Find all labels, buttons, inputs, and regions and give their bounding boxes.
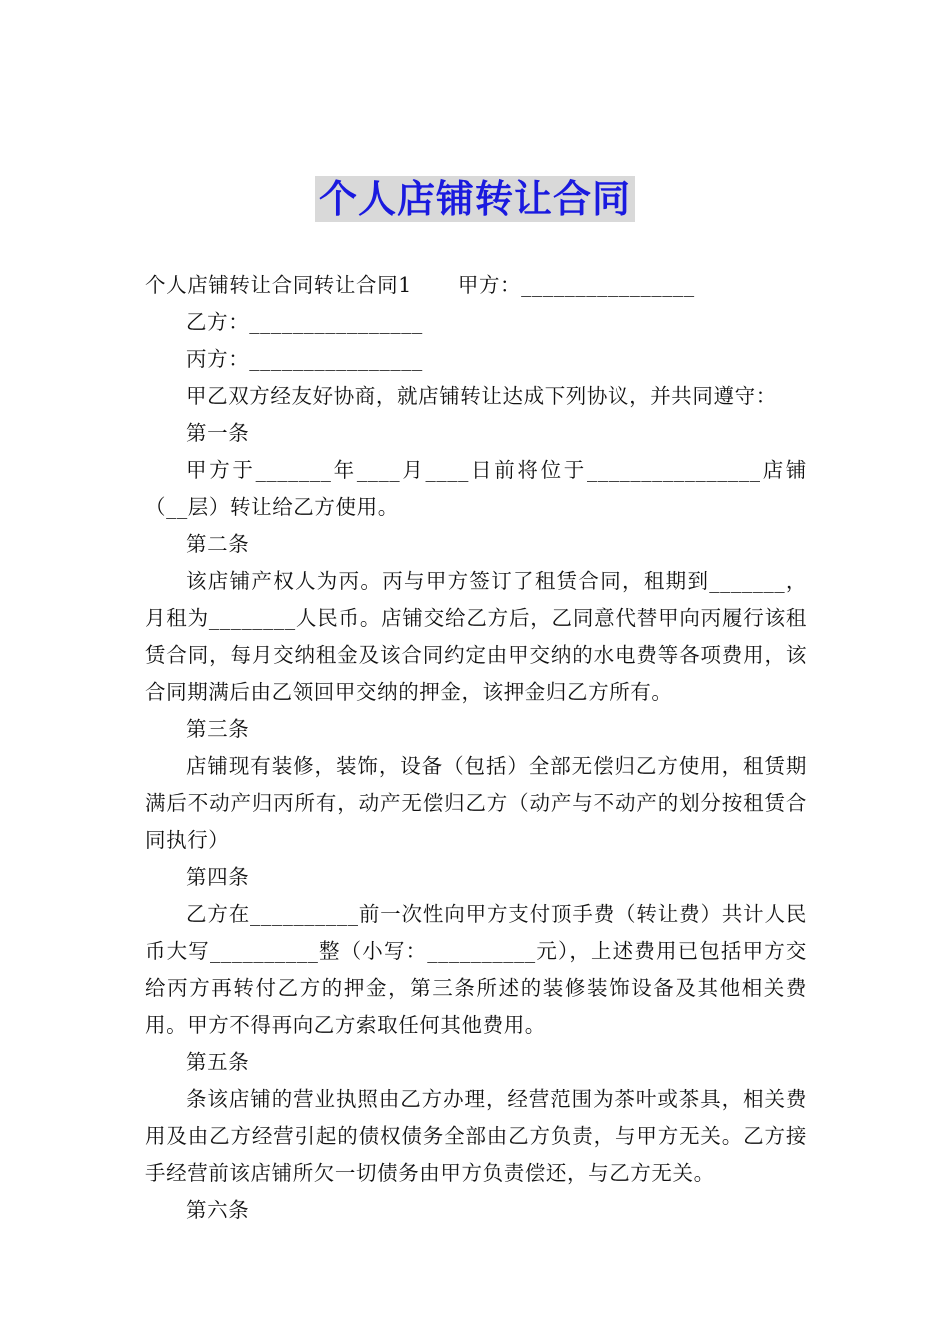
party-b-line: 乙方：________________ bbox=[186, 310, 423, 334]
intro-text: 个人店铺转让合同转让合同1 bbox=[145, 273, 412, 297]
title-container bbox=[0, 176, 950, 222]
document-body bbox=[145, 267, 807, 1229]
party-a-line: 甲方：________________ bbox=[457, 273, 695, 297]
article-5-text: 条该店铺的营业执照由乙方办理，经营范围为茶叶或茶具，相关费用及由乙方经营引起的债权债务全部由乙方负责，与甲方无关。乙方接手经营前该店铺所欠一切债务由甲方负责偿还，与乙方无关。 bbox=[145, 1087, 807, 1185]
article-5-heading: 第五条 bbox=[186, 1050, 250, 1074]
article-1-text: 甲方于_______年____月____日前将位于________________店铺（__层）转让给乙方使用。 bbox=[145, 458, 807, 519]
document-title: 个人店铺转让合同 bbox=[315, 176, 635, 222]
article-6-heading: 第六条 bbox=[186, 1198, 250, 1222]
article-3-text: 店铺现有装修，装饰，设备（包括）全部无偿归乙方使用，租赁期满后不动产归丙所有，动产无偿归乙方（动产与不动产的划分按租赁合同执行） bbox=[145, 754, 807, 852]
preamble: 甲乙双方经友好协商，就店铺转让达成下列协议，并共同遵守： bbox=[186, 384, 777, 408]
article-3-heading: 第三条 bbox=[186, 717, 250, 741]
article-4-text: 乙方在__________前一次性向甲方支付顶手费（转让费）共计人民币大写__________整（小写：__________元），上述费用已包括甲方交给丙方再转付乙方的押金，第三条所述的装修装饰设备及其他相关费用。甲方不得再向乙方索取任何其他费用。 bbox=[145, 902, 807, 1037]
article-2-heading: 第二条 bbox=[186, 532, 250, 556]
article-2-text: 该店铺产权人为丙。丙与甲方签订了租赁合同，租期到_______，月租为________人民币。店铺交给乙方后，乙同意代替甲向丙履行该租赁合同，每月交纳租金及该合同约定由甲交纳的水电费等各项费用，该合同期满后由乙领回甲交纳的押金，该押金归乙方所有。 bbox=[145, 569, 807, 704]
article-4-heading: 第四条 bbox=[186, 865, 250, 889]
article-1-heading: 第一条 bbox=[186, 421, 250, 445]
party-c-line: 丙方：________________ bbox=[186, 347, 423, 371]
intro-line bbox=[145, 267, 807, 304]
